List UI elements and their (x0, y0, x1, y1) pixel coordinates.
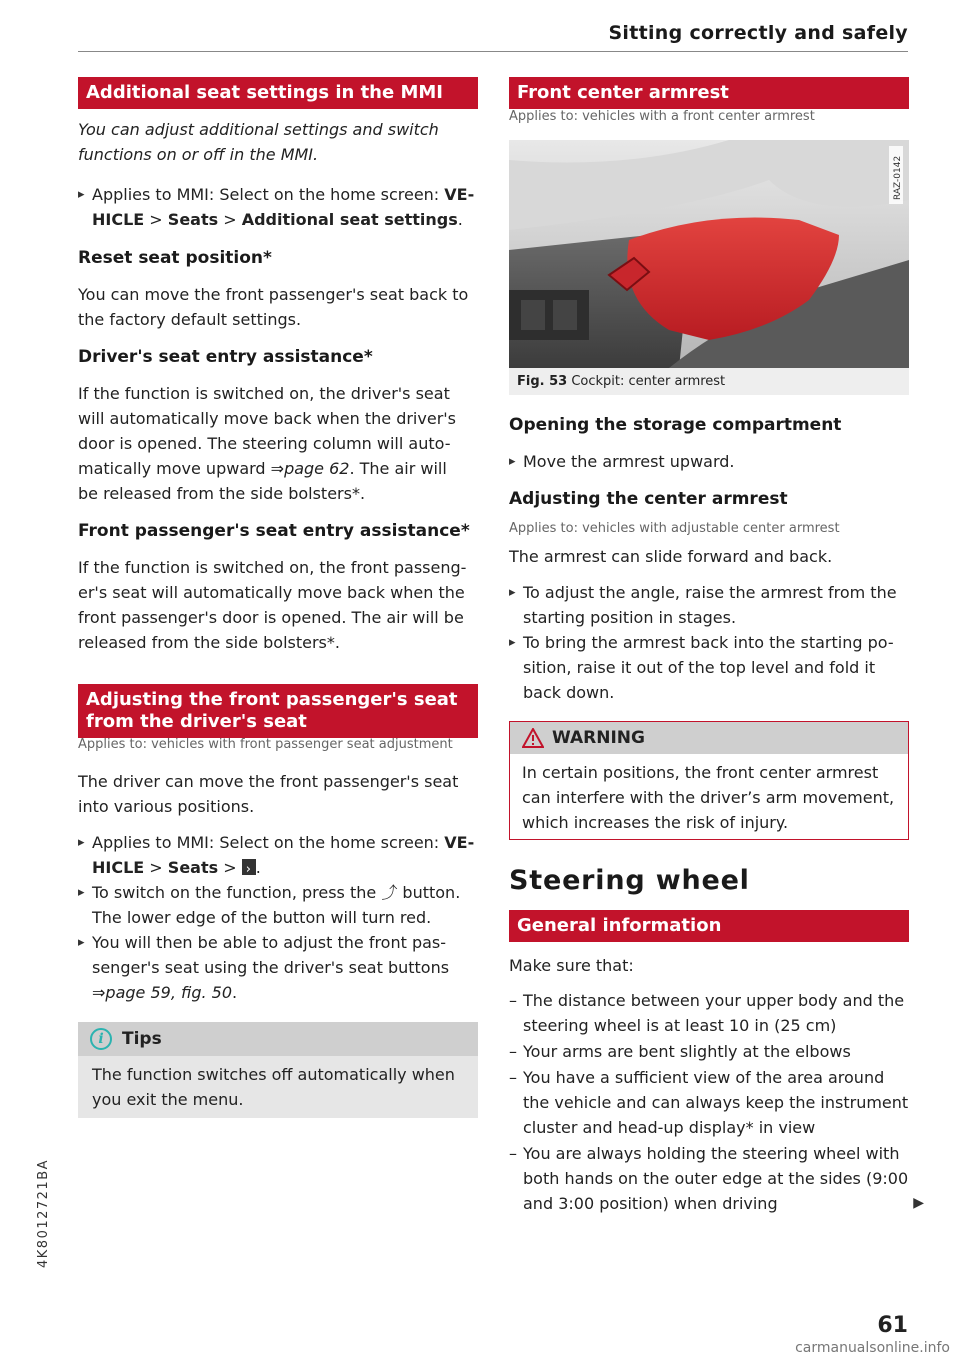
heading-driver-entry: Driver's seat entry assistance* (78, 347, 373, 367)
reset-text: You can move the front passenger's seat back to the factory default settings. (78, 285, 469, 329)
list-item: – Your arms are bent slightly at the elbows (509, 1039, 915, 1064)
menu-vehicle: VE-HICLE (92, 185, 475, 229)
tips-title: Tips (122, 1029, 162, 1049)
running-header: Sitting correctly and safely (608, 22, 908, 44)
driver-entry-text (78, 381, 470, 506)
applies-armrest: Applies to: vehicles with a front center armrest (509, 109, 815, 124)
tips-header (78, 1022, 478, 1056)
section-title-front-armrest: Front center armrest (509, 77, 909, 109)
header-divider (78, 51, 908, 52)
step-switch-on (78, 880, 478, 930)
list-item: – You have a sufficient view of the area around the vehicle and can always keep the instrument cluster and head-up display* in view (509, 1065, 915, 1140)
step-adjust-angle: ▸ To adjust the angle, raise the armrest from the starting position in stages. (509, 580, 913, 630)
document-code: 4K8012721BA (36, 1158, 51, 1268)
watermark: carmanualsonline.info (795, 1340, 950, 1356)
chapter-title-steering-wheel: Steering wheel (509, 865, 750, 896)
sep: > (218, 858, 242, 877)
figure-caption-text: Cockpit: center armrest (571, 374, 726, 389)
list-item: – The distance between your upper body and the steering wheel is at least 10 in (25 cm) (509, 988, 915, 1038)
heading-storage: Opening the storage compartment (509, 415, 842, 435)
section-title-general-info: General information (509, 910, 909, 942)
applies-passenger-adjust: Applies to: vehicles with front passenger seat adjustment (78, 737, 453, 752)
menu-vehicle: VE-HICLE (92, 833, 475, 877)
general-text: Make sure that: (509, 956, 634, 975)
info-icon: i (90, 1028, 112, 1050)
period: . (255, 858, 261, 877)
continue-arrow-icon: ▶ (913, 1195, 924, 1211)
menu-seats: Seats (167, 858, 219, 877)
passenger-adjust-text: The driver can move the front passenger's seat into various positions. (78, 772, 459, 816)
tips-text: The function switches off automatically when you exit the menu. (92, 1065, 455, 1109)
section-title-additional-seat-settings: Additional seat settings in the MMI (78, 77, 478, 109)
warning-title: WARNING (552, 728, 645, 748)
period: . (232, 983, 238, 1002)
menu-seats: Seats (167, 210, 219, 229)
intro-text: You can adjust additional settings and switch functions on or off in the MMI. (78, 120, 439, 164)
menu-additional-seat-settings: Additional seat settings (241, 210, 458, 229)
applies-adjust-armrest: Applies to: vehicles with adjustable center armrest (509, 521, 840, 536)
entry-text-end: . The air will be released from the side bolsters*. (78, 459, 447, 503)
warning-text: In certain positions, the front center armrest can interfere with the driver’s arm movement, which increases the risk of injury. (522, 763, 895, 832)
heading-reset-seat: Reset seat position* (78, 248, 272, 268)
warning-box (509, 721, 909, 840)
step-text: To switch on the function, press the (92, 883, 382, 902)
figure-code: RAZ-0142 (893, 155, 903, 200)
seat-adjust-button-icon: ⤴ (381, 883, 398, 902)
step-return-armrest: ▸ To bring the armrest back into the starting po-sition, raise it out of the top level and fold it back down. (509, 630, 913, 705)
heading-adjust-armrest: Adjusting the center armrest (509, 489, 788, 509)
warning-triangle-icon (522, 728, 544, 748)
passenger-entry-text: If the function is switched on, the front passeng-er's seat will automatically move back when the front passenger's door is opened. The air will be released from the side bolsters*. (78, 558, 467, 652)
step-text: Applies to MMI: Select on the home screen: (92, 185, 445, 204)
step-text: Applies to MMI: Select on the home screen: (92, 833, 445, 852)
figure-label: Fig. 53 (517, 374, 568, 389)
list-item: – You are always holding the steering wheel with both hands on the outer edge at the sides (9:00 and 3:00 position) when driving (509, 1141, 915, 1216)
sep: > (144, 858, 168, 877)
figure-53 (509, 140, 909, 395)
step-mmi-select (78, 182, 478, 232)
armrest-photo (509, 140, 909, 368)
period: . (457, 210, 463, 229)
step-text: You will then be able to adjust the front pas-senger's seat using the driver's seat buttons (92, 933, 450, 977)
warning-body (510, 754, 908, 839)
step-mmi-seats (78, 830, 478, 880)
page-59-link[interactable]: ⇒page 59, fig. 50 (92, 983, 233, 1002)
sep: > (144, 210, 168, 229)
sep: > (218, 210, 242, 229)
heading-passenger-entry: Front passenger's seat entry assistance* (78, 521, 470, 541)
tips-body (78, 1056, 478, 1118)
figure-caption (509, 368, 909, 395)
page-number: 61 (877, 1313, 908, 1338)
warning-header (510, 722, 908, 754)
entry-text: If the function is switched on, the driver's seat will automatically move back when the driver's door is opened. The steering column will auto-matically move upward (78, 384, 456, 478)
step-adjust-passenger (78, 930, 478, 1005)
step-text: button. The lower edge of the button will turn red. (92, 883, 461, 927)
section-title-adjust-passenger-seat: Adjusting the front passenger's seat from the driver's seat (78, 684, 478, 738)
adjust-text: The armrest can slide forward and back. (509, 547, 833, 566)
step-move-armrest: ▸ Move the armrest upward. (509, 449, 913, 474)
next-arrow-icon (242, 859, 256, 875)
page-62-link[interactable]: ⇒page 62 (270, 459, 350, 478)
tips-box (78, 1022, 478, 1118)
